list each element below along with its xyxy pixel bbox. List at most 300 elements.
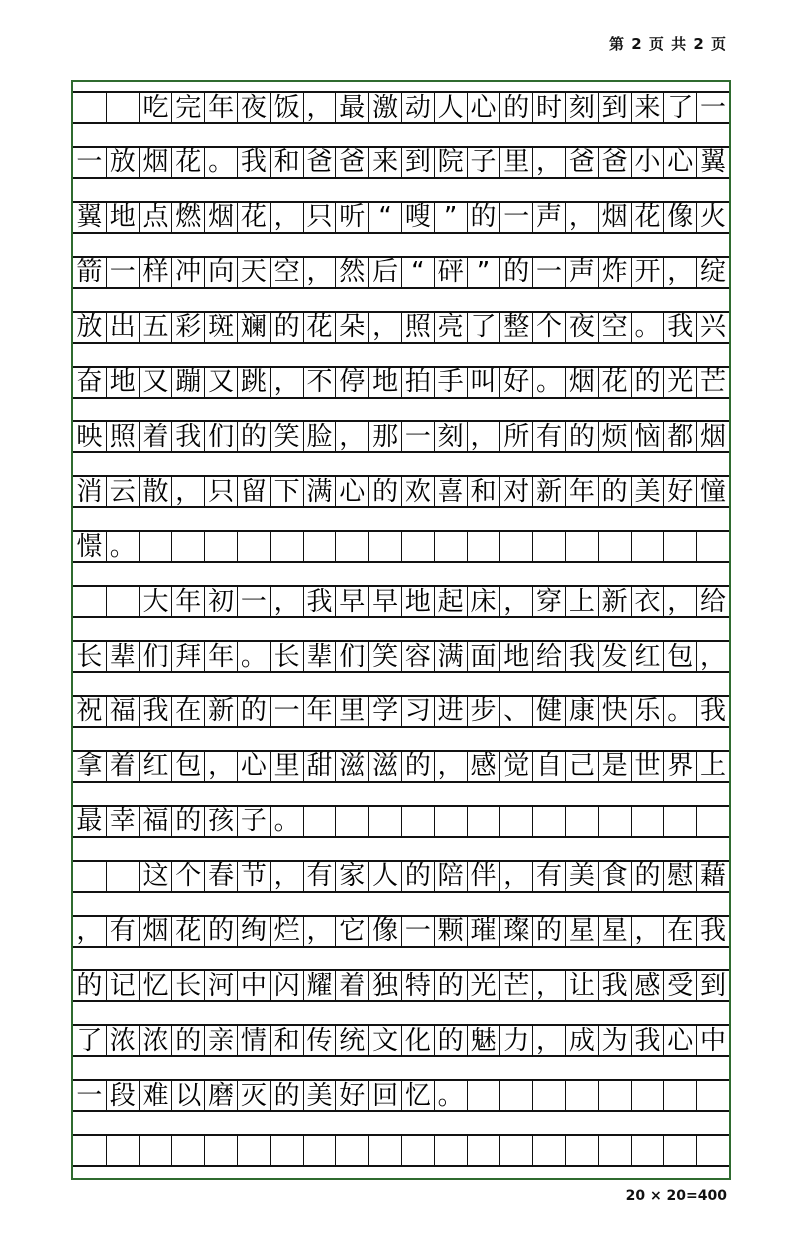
grid-cell: 一 [696, 93, 729, 122]
grid-cell: 恼 [631, 422, 664, 451]
grid-cell: 翼 [76, 202, 103, 232]
grid-cell: 陪 [434, 862, 467, 891]
grid-cell: ， [663, 258, 696, 287]
grid-cell [171, 532, 204, 561]
grid-cell: 的 [171, 1026, 204, 1055]
grid-cell: 个 [171, 862, 204, 891]
grid-cell: 在 [171, 697, 204, 726]
grid-cell: 面 [467, 642, 500, 671]
grid-cell: 灭 [237, 1081, 270, 1110]
grid-row [73, 1134, 729, 1167]
grid-cell: 的 [401, 862, 434, 891]
grid-cell [565, 807, 598, 836]
grid-cell: 幸 [106, 807, 139, 836]
grid-cell: 感 [467, 752, 500, 781]
grid-cell: 脸 [303, 422, 336, 451]
grid-cell [106, 862, 139, 891]
grid-cell: 里 [335, 697, 368, 726]
grid-cell: 烟 [696, 422, 729, 451]
grid-cell [237, 532, 270, 561]
grid-cell: 样 [139, 258, 172, 287]
grid-cell: 里 [499, 148, 532, 177]
grid-row [73, 640, 729, 673]
grid-cell: 以 [171, 1081, 204, 1110]
grid-cell: 福 [106, 697, 139, 726]
grid-cell: 的 [631, 368, 664, 397]
grid-cell: “ [368, 203, 401, 232]
grid-cell: 光 [467, 971, 500, 1000]
grid-cell: 回 [368, 1081, 401, 1110]
grid-cell: ， [76, 916, 103, 946]
grid-cell [335, 807, 368, 836]
grid-cell: 出 [106, 313, 139, 342]
grid-cell: 我 [663, 313, 696, 342]
grid-cell: 的 [598, 477, 631, 506]
grid-cell: 、 [499, 697, 532, 726]
grid-cell: 一 [499, 203, 532, 232]
grid-cell [237, 1136, 270, 1165]
grid-row [73, 146, 729, 179]
grid-cell: 美 [303, 1081, 336, 1110]
grid-cell: 一 [76, 1081, 103, 1111]
grid-cell: 世 [631, 752, 664, 781]
grid-cell: 有 [106, 917, 139, 946]
grid-cell [696, 532, 729, 561]
grid-cell: 魅 [467, 1026, 500, 1055]
grid-cell: 地 [106, 203, 139, 232]
grid-cell [270, 1136, 303, 1165]
grid-cell: 早 [368, 587, 401, 616]
grid-cell: 上 [565, 587, 598, 616]
grid-cell: 们 [204, 422, 237, 451]
grid-cell: 只 [204, 477, 237, 506]
grid-cell: 。 [631, 313, 664, 342]
grid-cell: 伴 [467, 862, 500, 891]
grid-cell: 的 [401, 752, 434, 781]
grid-cell: 浓 [106, 1026, 139, 1055]
grid-cell: 像 [663, 203, 696, 232]
grid-cell: 包 [663, 642, 696, 671]
grid-cell: 个 [532, 313, 565, 342]
grid-cell: 。 [204, 148, 237, 177]
grid-cell: 的 [270, 1081, 303, 1110]
grid-cell: 心 [663, 148, 696, 177]
grid-row [73, 311, 729, 344]
grid-cell: 花 [631, 203, 664, 232]
grid-row [73, 969, 729, 1002]
grid-cell: 和 [270, 1026, 303, 1055]
grid-cell: ， [335, 422, 368, 451]
grid-cell [631, 532, 664, 561]
grid-cell: 的 [499, 258, 532, 287]
grid-cell: 星 [565, 917, 598, 946]
grid-cell: 滋 [335, 752, 368, 781]
grid-cell: 大 [139, 587, 172, 616]
grid-cell: 芒 [499, 971, 532, 1000]
grid-cell: 中 [237, 971, 270, 1000]
grid-cell: ， [532, 1026, 565, 1055]
grid-cell: 美 [631, 477, 664, 506]
grid-cell: 然 [335, 258, 368, 287]
grid-cell [663, 532, 696, 561]
grid-cell: 我 [696, 697, 729, 726]
grid-cell: 时 [532, 93, 565, 122]
grid-cell: 的 [368, 477, 401, 506]
grid-cell: ， [696, 642, 729, 671]
grid-cell: 放 [106, 148, 139, 177]
grid-cell [663, 807, 696, 836]
grid-cell: 花 [237, 203, 270, 232]
grid-cell: 的 [171, 807, 204, 836]
grid-cell: 。 [532, 368, 565, 397]
grid-cell: 慰 [663, 862, 696, 891]
grid-cell: 孩 [204, 807, 237, 836]
grid-cell: 穿 [532, 587, 565, 616]
grid-cell: 辈 [303, 642, 336, 671]
grid-row [73, 475, 729, 508]
grid-cell [467, 532, 500, 561]
grid-cell [499, 1081, 532, 1110]
grid-cell: 心 [237, 752, 270, 781]
grid-cell: 斓 [237, 313, 270, 342]
grid-cell [73, 1136, 106, 1165]
grid-cell: 祝 [76, 696, 103, 726]
grid-cell: 手 [434, 368, 467, 397]
grid-cell: ” [467, 258, 500, 287]
grid-cell: “ [401, 258, 434, 287]
grid-cell: 放 [76, 312, 103, 342]
grid-cell: 激 [368, 93, 401, 122]
grid-cell: 下 [270, 477, 303, 506]
grid-cell: 满 [303, 477, 336, 506]
grid-cell: 们 [139, 642, 172, 671]
grid-cell: 到 [696, 971, 729, 1000]
grid-cell: ， [270, 587, 303, 616]
grid-cell: 段 [106, 1081, 139, 1110]
grid-cell: 火 [696, 203, 729, 232]
grid-cell: 憬 [76, 532, 103, 562]
grid-cell: 只 [303, 203, 336, 232]
grid-cell: 燃 [171, 203, 204, 232]
grid-cell [696, 807, 729, 836]
grid-cell: 乐 [631, 697, 664, 726]
grid-cell: 喜 [434, 477, 467, 506]
grid-cell: 子 [467, 148, 500, 177]
grid-cell [204, 532, 237, 561]
grid-row [73, 750, 729, 783]
grid-cell: 动 [401, 93, 434, 122]
grid-cell: 滋 [368, 752, 401, 781]
grid-cell: 整 [499, 313, 532, 342]
grid-cell: 声 [565, 258, 598, 287]
grid-cell: 和 [270, 148, 303, 177]
grid-cell [532, 1081, 565, 1110]
grid-cell: 光 [663, 368, 696, 397]
grid-cell: 花 [598, 368, 631, 397]
grid-cell: 。 [663, 697, 696, 726]
grid-cell: 为 [598, 1026, 631, 1055]
grid-cell [467, 1136, 500, 1165]
grid-cell: 我 [696, 917, 729, 946]
grid-cell: 界 [663, 752, 696, 781]
grid-cell: 己 [565, 752, 598, 781]
grid-cell: 一 [401, 422, 434, 451]
grid-cell: 到 [401, 148, 434, 177]
grid-cell: 绚 [237, 917, 270, 946]
grid-cell: 冲 [171, 258, 204, 287]
grid-cell: 有 [303, 862, 336, 891]
grid-row [73, 1079, 729, 1112]
grid-cell: 年 [171, 587, 204, 616]
grid-cell [434, 1136, 467, 1165]
grid-cell: 绽 [696, 258, 729, 287]
grid-cell: 爸 [565, 148, 598, 177]
grid-cell [598, 532, 631, 561]
grid-cell: 独 [368, 971, 401, 1000]
grid-row [73, 366, 729, 399]
grid-cell: 感 [631, 971, 664, 1000]
grid-cell: 好 [663, 477, 696, 506]
grid-cell [139, 1136, 172, 1165]
grid-cell: 给 [696, 587, 729, 616]
grid-cell: 了 [467, 313, 500, 342]
grid-cell: 芒 [696, 368, 729, 397]
grid-row [73, 1024, 729, 1057]
grid-cell: 美 [565, 862, 598, 891]
grid-cell: 奋 [76, 367, 103, 397]
grid-cell [106, 93, 139, 122]
grid-cell: 烟 [565, 368, 598, 397]
grid-row [73, 585, 729, 618]
grid-cell: 满 [434, 642, 467, 671]
grid-cell [73, 862, 106, 891]
grid-cell: 那 [368, 422, 401, 451]
grid-cell: 爸 [335, 148, 368, 177]
grid-cell [401, 807, 434, 836]
grid-cell [270, 532, 303, 561]
grid-cell: 地 [401, 587, 434, 616]
grid-cell: 声 [532, 203, 565, 232]
grid-cell: 心 [467, 93, 500, 122]
grid-cell: 着 [139, 422, 172, 451]
grid-cell [565, 532, 598, 561]
grid-cell: 我 [598, 971, 631, 1000]
grid-cell [139, 532, 172, 561]
grid-cell: 年 [204, 93, 237, 122]
grid-cell [598, 807, 631, 836]
grid-cell: 的 [204, 917, 237, 946]
grid-cell: 福 [139, 807, 172, 836]
grid-cell: 拜 [171, 642, 204, 671]
grid-cell: 长 [76, 642, 103, 671]
grid-cell: 好 [335, 1081, 368, 1110]
grid-cell [631, 1081, 664, 1110]
grid-cell: 包 [171, 752, 204, 781]
grid-cell [499, 1136, 532, 1165]
grid-cell: 红 [139, 752, 172, 781]
grid-cell: 散 [139, 477, 172, 506]
grid-cell: 初 [204, 587, 237, 616]
grid-cell: ， [532, 971, 565, 1000]
grid-cell: 花 [171, 148, 204, 177]
grid-cell: 砰 [434, 258, 467, 287]
grid-cell: 像 [368, 917, 401, 946]
grid-cell: ” [434, 203, 467, 232]
grid-cell: 子 [237, 807, 270, 836]
grid-cell: 早 [335, 587, 368, 616]
grid-cell: 夜 [237, 93, 270, 122]
grid-cell: 的 [434, 971, 467, 1000]
grid-cell: 憧 [696, 477, 729, 506]
grid-cell: 健 [532, 697, 565, 726]
grid-cell: 着 [335, 971, 368, 1000]
grid-cell [401, 1136, 434, 1165]
grid-cell [532, 532, 565, 561]
grid-cell: 吃 [139, 93, 172, 122]
grid-cell: ， [499, 862, 532, 891]
grid-cell [73, 93, 106, 122]
grid-cell: 朵 [335, 313, 368, 342]
grid-cell: 给 [532, 642, 565, 671]
grid-cell: 闪 [270, 971, 303, 1000]
grid-cell: 家 [335, 862, 368, 891]
grid-cell: 翼 [696, 148, 729, 177]
grid-cell [467, 807, 500, 836]
grid-cell: 我 [631, 1026, 664, 1055]
grid-cell: 炸 [598, 258, 631, 287]
grid-cell: 特 [401, 971, 434, 1000]
grid-cell: 记 [106, 971, 139, 1000]
grid-cell: 是 [598, 752, 631, 781]
grid-cell: 浓 [139, 1026, 172, 1055]
grid-cell: ， [303, 258, 336, 287]
grid-cell [532, 807, 565, 836]
grid-cell: 嗖 [401, 203, 434, 232]
grid-cell: ， [565, 203, 598, 232]
grid-cell: 受 [663, 971, 696, 1000]
grid-cell: 听 [335, 203, 368, 232]
grid-row [73, 805, 729, 838]
grid-cell: 有 [532, 862, 565, 891]
grid-cell [335, 532, 368, 561]
grid-cell: 长 [270, 642, 303, 671]
grid-cell: 烦 [598, 422, 631, 451]
grid-cell: 的 [467, 203, 500, 232]
grid-cell [696, 1081, 729, 1110]
grid-cell [631, 807, 664, 836]
grid-cell: 心 [663, 1026, 696, 1055]
grid-cell: 。 [434, 1081, 467, 1110]
grid-cell: 箭 [76, 257, 103, 287]
grid-cell: 映 [76, 422, 103, 452]
grid-cell: 又 [204, 368, 237, 397]
grid-cell [598, 1081, 631, 1110]
grid-cell: ， [368, 313, 401, 342]
grid-cell [171, 1136, 204, 1165]
grid-cell: ， [467, 422, 500, 451]
grid-cell: 停 [335, 368, 368, 397]
grid-cell: 化 [401, 1026, 434, 1055]
grid-cell: 花 [303, 313, 336, 342]
grid-cell: 了 [76, 1026, 103, 1056]
grid-cell: 最 [76, 806, 103, 836]
grid-cell: 一 [106, 258, 139, 287]
grid-cell: 红 [631, 642, 664, 671]
grid-cell: 后 [368, 258, 401, 287]
grid-cell: 地 [368, 368, 401, 397]
grid-cell [663, 1081, 696, 1110]
grid-row [73, 860, 729, 893]
grid-cell: 耀 [303, 971, 336, 1000]
grid-cell: 的 [237, 422, 270, 451]
grid-cell [499, 807, 532, 836]
grid-cell: 新 [204, 697, 237, 726]
grid-cell: ， [434, 752, 467, 781]
grid-cell [204, 1136, 237, 1165]
grid-cell: 年 [204, 642, 237, 671]
grid-cell: 里 [270, 752, 303, 781]
grid-cell: 我 [171, 422, 204, 451]
grid-cell: 消 [76, 477, 103, 507]
grid-cell: 彩 [171, 313, 204, 342]
grid-cell: 一 [237, 587, 270, 616]
grid-cell: 容 [401, 642, 434, 671]
grid-cell: ， [532, 148, 565, 177]
grid-cell: 斑 [204, 313, 237, 342]
grid-cell: 传 [303, 1026, 336, 1055]
grid-cell: 让 [565, 971, 598, 1000]
grid-cell: 我 [139, 697, 172, 726]
grid-cell: 这 [139, 862, 172, 891]
grid-cell: 欢 [401, 477, 434, 506]
grid-cell [663, 1136, 696, 1165]
grid-cell: 河 [204, 971, 237, 1000]
grid-cell: 留 [237, 477, 270, 506]
page-indicator: 第 2 页 共 2 页 [609, 35, 727, 53]
grid-cell: 璀 [467, 917, 500, 946]
grid-cell: 一 [270, 697, 303, 726]
grid-row [73, 256, 729, 289]
grid-cell: 刻 [565, 93, 598, 122]
grid-size-label: 20 × 20=400 [625, 1188, 727, 1204]
grid-cell: ， [663, 587, 696, 616]
grid-cell: 床 [467, 587, 500, 616]
grid-cell [303, 807, 336, 836]
grid-cell: 的 [76, 971, 103, 1001]
grid-cell: 上 [696, 752, 729, 781]
grid-cell: 点 [139, 203, 172, 232]
grid-cell: 。 [237, 642, 270, 671]
grid-cell: 来 [368, 148, 401, 177]
grid-cell: 春 [204, 862, 237, 891]
grid-row [73, 91, 729, 124]
grid-row [73, 695, 729, 728]
grid-cell: 地 [499, 642, 532, 671]
grid-cell: 在 [663, 917, 696, 946]
grid-cell: 发 [598, 642, 631, 671]
grid-cell: 的 [565, 422, 598, 451]
grid-cell: 又 [139, 368, 172, 397]
grid-cell: 觉 [499, 752, 532, 781]
grid-cell: 对 [499, 477, 532, 506]
grid-cell: 最 [335, 93, 368, 122]
grid-row [73, 530, 729, 563]
grid-cell [696, 1136, 729, 1165]
grid-cell: ， [204, 752, 237, 781]
grid-cell [335, 1136, 368, 1165]
grid-cell: 不 [303, 368, 336, 397]
grid-cell: 跳 [237, 368, 270, 397]
